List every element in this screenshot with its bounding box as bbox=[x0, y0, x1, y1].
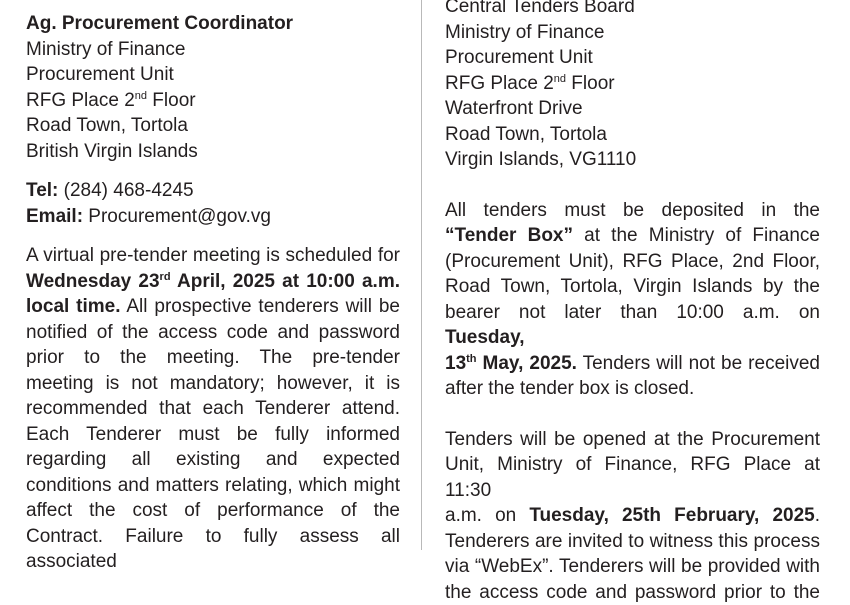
left-column bbox=[26, 11, 400, 575]
tel-value: (284) 468-4245 bbox=[58, 180, 193, 201]
email-label: Email: bbox=[26, 206, 83, 227]
tel-label: Tel: bbox=[26, 180, 58, 201]
address-line: Ministry of Finance bbox=[445, 20, 820, 46]
coordinator-title: Ag. Procurement Coordinator bbox=[26, 11, 400, 37]
telephone bbox=[26, 178, 400, 204]
address-line: Ministry of Finance bbox=[26, 37, 400, 63]
address-line: Waterfront Drive bbox=[445, 96, 820, 122]
address-line: Road Town, Tortola bbox=[445, 122, 820, 148]
right-column bbox=[445, 0, 820, 605]
email-value: Procurement@gov.vg bbox=[83, 206, 271, 227]
pre-tender-paragraph: A virtual pre-tender meeting is scheduled for Wednesday 23rd April, 2025 at 10:00 a.m. local time. All prospective tenderers will be notified of the access code and password prior to the meeting. The pre-tender meeting is not mandatory; however, it is recommended that each Tenderer attend. Each Tenderer must be fully informed regarding all existing and expected conditions and matters relating, which might affect the cost of performance of the Contract. Failure to fully assess all associated bbox=[26, 243, 400, 575]
address-line-floor: RFG Place 2nd Floor bbox=[26, 88, 400, 114]
address-line-floor: RFG Place 2nd Floor bbox=[445, 71, 820, 97]
address-line: Virgin Islands, VG1110 bbox=[445, 147, 820, 173]
address-line: Procurement Unit bbox=[445, 45, 820, 71]
address-line: Procurement Unit bbox=[26, 62, 400, 88]
address-line: Central Tenders Board bbox=[445, 0, 820, 20]
column-divider bbox=[421, 0, 422, 550]
deposit-paragraph: All tenders must be deposited in the “Tender Box” at the Ministry of Finance (Procurement Unit), RFG Place, 2nd Floor, Road Town, Tortola, Virgin Islands by the bearer not later than 10:00 a.m. on Tuesday, 13th May, 2025. Tenders will not be received after the tender box is closed. bbox=[445, 198, 820, 402]
email bbox=[26, 204, 400, 230]
address-line: British Virgin Islands bbox=[26, 139, 400, 165]
opening-paragraph: Tenders will be opened at the Procurement Unit, Ministry of Finance, RFG Place at 11:30 a.m. on Tuesday, 25th February, 2025. Tenderers are invited to witness this process via “WebEx”. Tenderers will be provided with the access code and password prior to the bbox=[445, 427, 820, 605]
address-line: Road Town, Tortola bbox=[26, 113, 400, 139]
